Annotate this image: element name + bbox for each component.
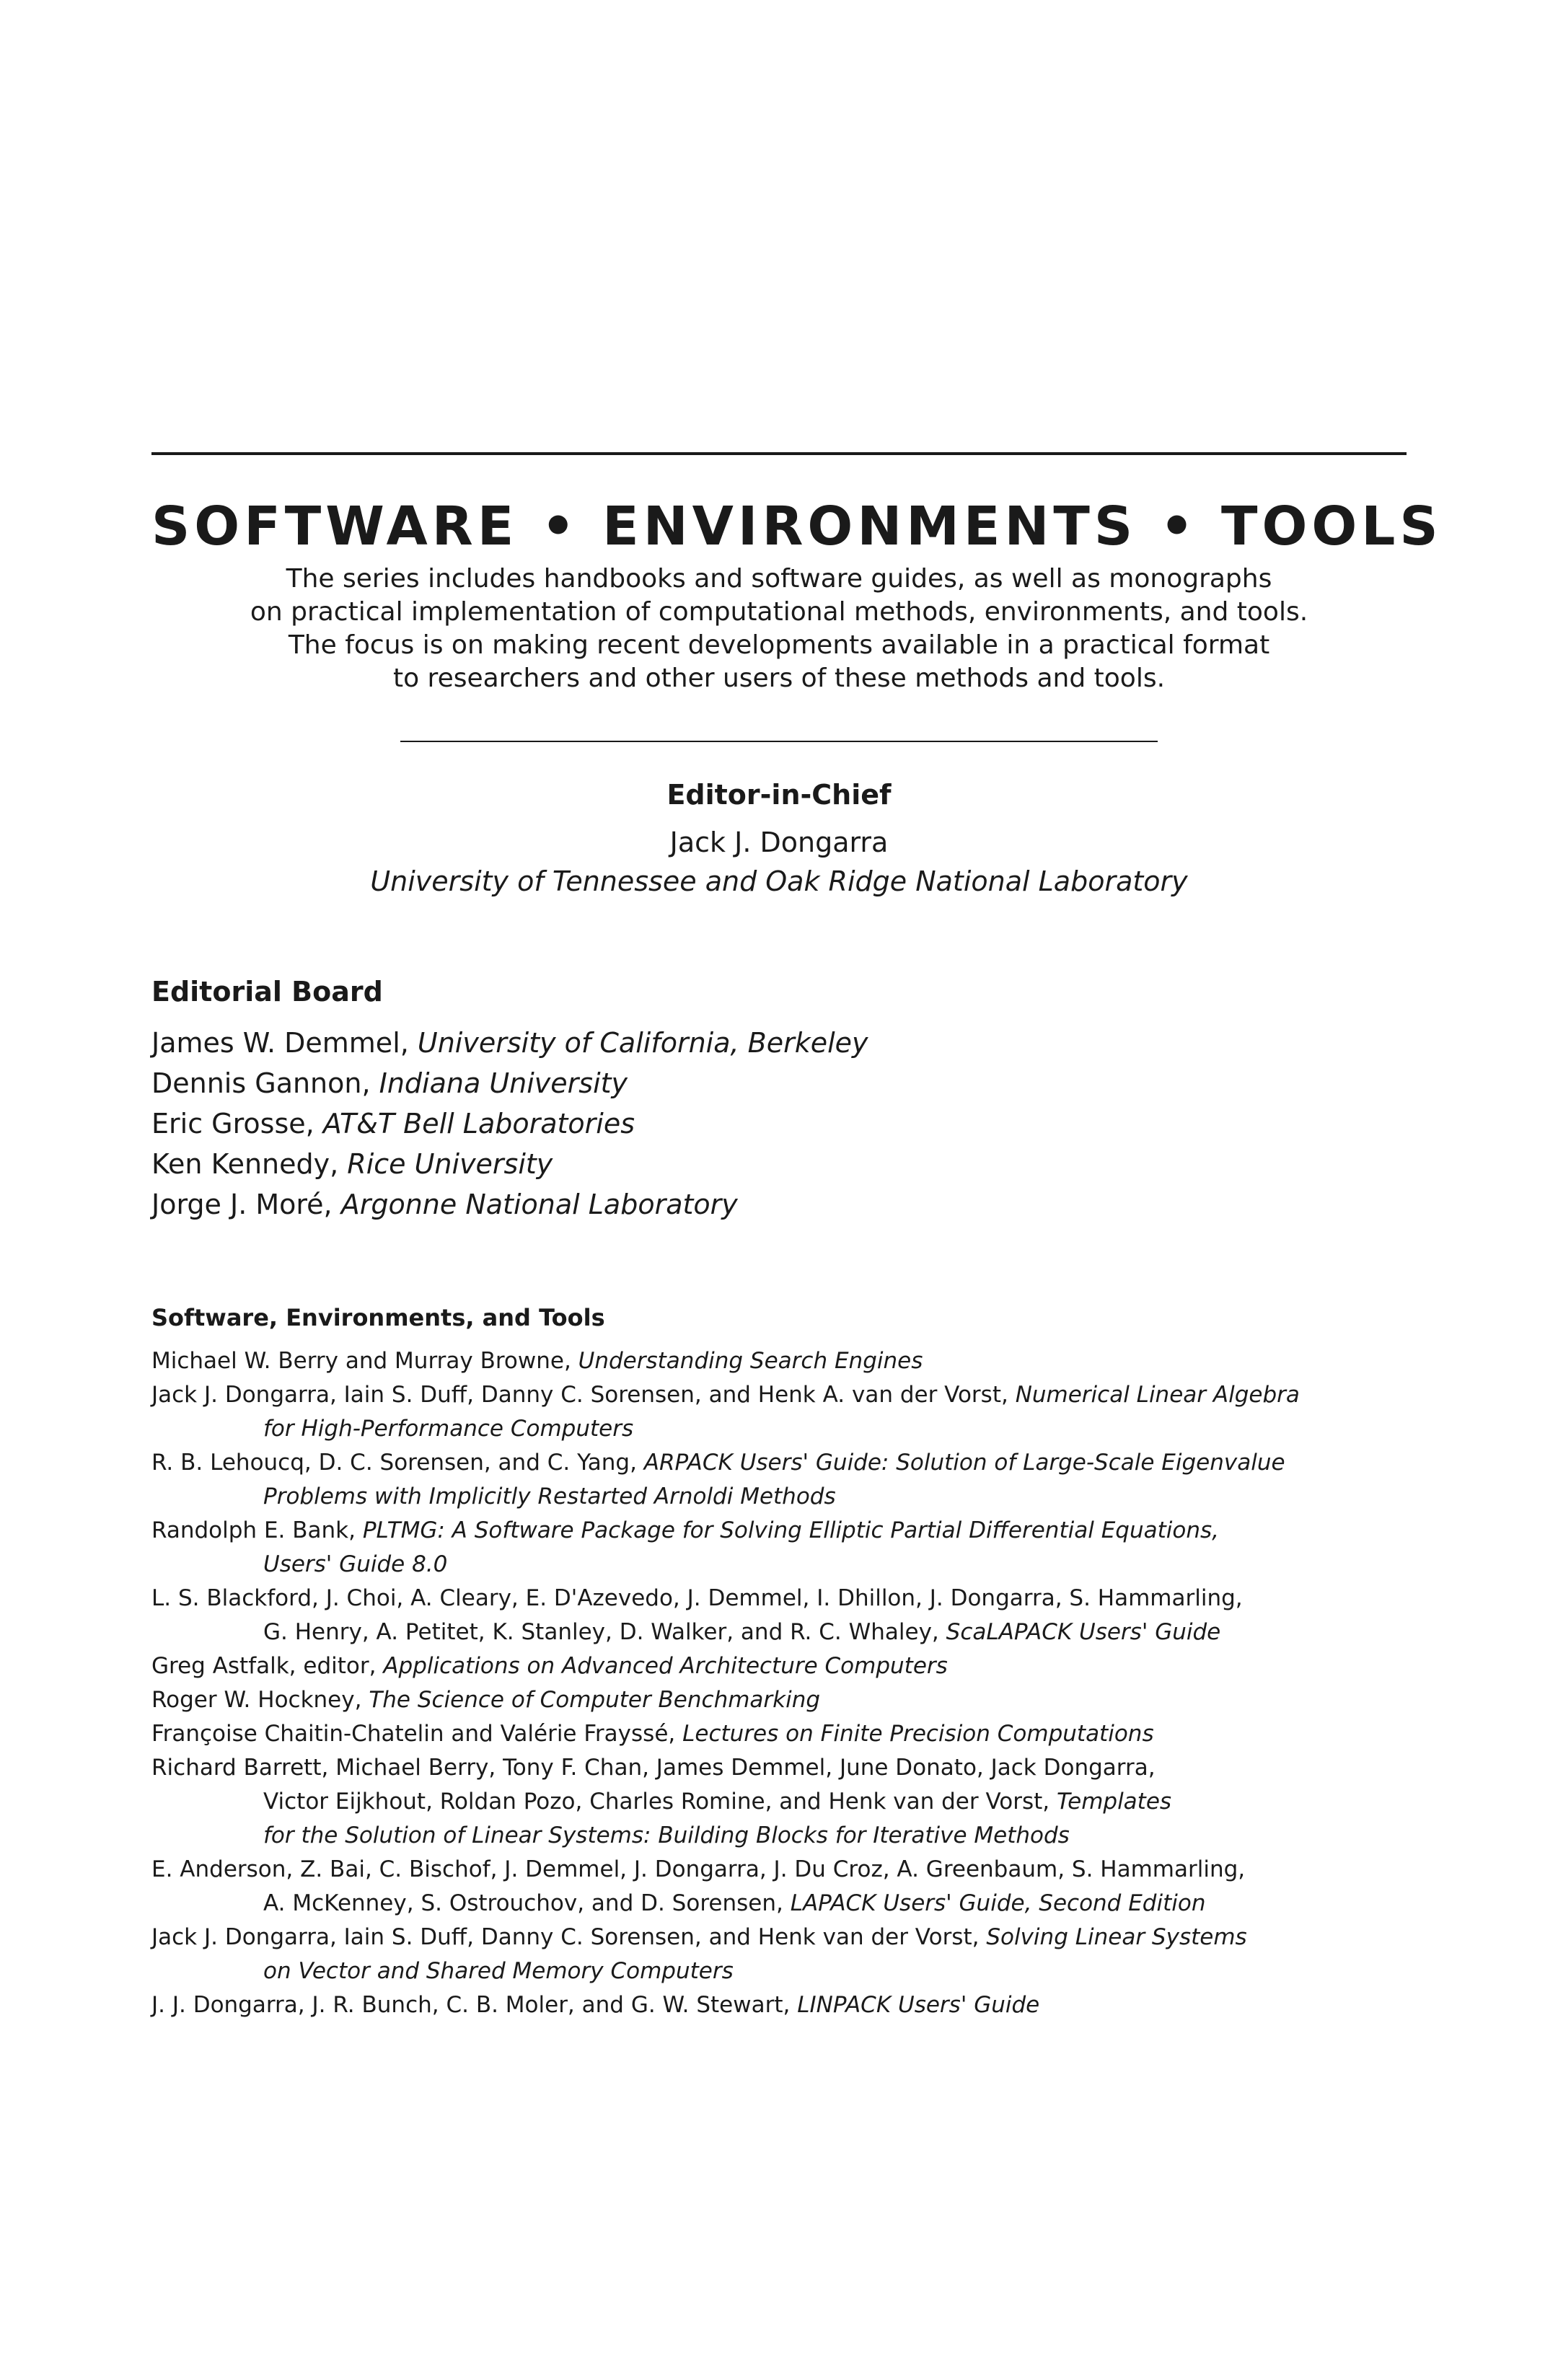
top-rule [151,452,1407,455]
book-entry [151,1649,1407,1683]
book-entry [151,1378,1407,1446]
book-authors-text: L. S. Blackford, J. Choi, A. Cleary, E. D'Azevedo, J. Demmel, I. Dhillon, J. Dongarra, S. Hammarling, [151,1585,1243,1611]
board-member-name: James W. Demmel, [151,1027,418,1059]
board-member [151,1184,868,1225]
book-authors-text: Randolph E. Bank, [151,1517,363,1543]
board-member-name: Eric Grosse, [151,1108,323,1140]
board-member-name: Dennis Gannon, [151,1067,379,1099]
board-member [151,1144,868,1184]
book-title-text: ARPACK Users' Guide: Solution of Large-Scale Eigenvalue [643,1450,1285,1476]
book-entry-line [151,1446,1407,1480]
book-title-text: for the Solution of Linear Systems: Building Blocks for Iterative Methods [263,1823,1070,1848]
book-entry [151,1446,1407,1514]
book-title-text: The Science of Computer Benchmarking [369,1687,821,1713]
book-entry [151,1683,1407,1717]
editor-in-chief-affiliation: University of Tennessee and Oak Ridge National Laboratory [370,865,1188,897]
book-authors-text: E. Anderson, Z. Bai, C. Bischof, J. Demmel, J. Dongarra, J. Du Croz, A. Greenbaum, S. Hammarling, [151,1856,1246,1882]
editorial-board-list [151,1023,868,1225]
book-title-text: LAPACK Users' Guide, Second Edition [790,1890,1206,1916]
books-list-title: Software, Environments, and Tools [151,1304,605,1331]
book-entry [151,1344,1407,1378]
book-entry [151,1921,1407,1988]
book-title-text: Solving Linear Systems [986,1924,1247,1950]
book-title-text: ScaLAPACK Users' Guide [946,1619,1221,1645]
book-title-text: on Vector and Shared Memory Computers [263,1958,734,1984]
book-entry [151,1582,1407,1649]
book-authors-text: Greg Astfalk, editor, [151,1653,384,1679]
series-description [188,563,1370,695]
editorial-board-title: Editorial Board [151,976,383,1008]
book-entry [151,1717,1407,1751]
board-member [151,1103,868,1144]
board-member-affiliation: University of California, Berkeley [417,1027,868,1059]
books-list [151,1344,1407,2022]
book-authors-text: Michael W. Berry and Murray Browne, [151,1348,578,1374]
book-authors-text: Jack J. Dongarra, Iain S. Duff, Danny C. Sorensen, and Henk A. van der Vorst, [151,1382,1016,1408]
book-entry-line [151,1649,1407,1683]
book-entry-line [151,1717,1407,1751]
book-entry [151,1751,1407,1853]
book-authors-text: G. Henry, A. Petitet, K. Stanley, D. Walker, and R. C. Whaley, [263,1619,946,1645]
book-entry-line [151,1988,1407,2022]
book-entry-line [151,1819,1407,1853]
book-entry-line [151,1853,1407,1887]
book-title-text: Problems with Implicitly Restarted Arnoldi Methods [263,1484,836,1509]
board-member-name: Jorge J. Moré, [151,1189,341,1220]
editor-in-chief-label: Editor-in-Chief [666,779,892,811]
board-member [151,1063,868,1103]
editor-in-chief-name: Jack J. Dongarra [669,827,889,858]
board-member-name: Ken Kennedy, [151,1148,348,1180]
book-authors-text: Richard Barrett, Michael Berry, Tony F. Chan, James Demmel, June Donato, Jack Dongarra, [151,1755,1156,1781]
series-title: SOFTWARE • ENVIRONMENTS • TOOLS [151,495,1443,557]
book-title-text: Lectures on Finite Precision Computations [682,1721,1154,1747]
middle-rule [400,741,1158,742]
book-entry-line [151,1582,1407,1616]
book-title-text: Users' Guide 8.0 [263,1551,448,1577]
book-entry-line [151,1751,1407,1785]
book-entry-line [151,1412,1407,1446]
book-authors-text: Victor Eijkhout, Roldan Pozo, Charles Romine, and Henk van der Vorst, [263,1789,1057,1815]
book-entry-line [151,1921,1407,1954]
book-title-text: Applications on Advanced Architecture Computers [383,1653,948,1679]
book-title-text: LINPACK Users' Guide [797,1992,1040,2018]
book-title-text: for High-Performance Computers [263,1416,634,1442]
book-entry-line [151,1616,1407,1649]
series-description-line: to researchers and other users of these methods and tools. [392,664,1166,693]
book-entry-line [151,1887,1407,1921]
book-authors-text: Jack J. Dongarra, Iain S. Duff, Danny C. Sorensen, and Henk van der Vorst, [151,1924,987,1950]
book-authors-text: R. B. Lehoucq, D. C. Sorensen, and C. Yang, [151,1450,644,1476]
series-description-line: The focus is on making recent developments available in a practical format [288,630,1270,660]
book-authors-text: Roger W. Hockney, [151,1687,369,1713]
series-description-line: The series includes handbooks and software guides, as well as monographs [286,564,1272,594]
book-entry-line [151,1785,1407,1819]
book-authors-text: Françoise Chaitin-Chatelin and Valérie Frayssé, [151,1721,683,1747]
board-member [151,1023,868,1063]
series-description-line: on practical implementation of computational methods, environments, and tools. [250,597,1308,627]
book-authors-text: A. McKenney, S. Ostrouchov, and D. Sorensen, [263,1890,791,1916]
book-entry-line [151,1954,1407,1988]
board-member-affiliation: Indiana University [379,1067,628,1099]
book-entry-line [151,1480,1407,1514]
board-member-affiliation: Rice University [347,1148,553,1180]
book-entry-line [151,1378,1407,1412]
book-entry [151,1514,1407,1582]
book-entry-line [151,1548,1407,1582]
book-title-text: Templates [1057,1789,1172,1815]
book-entry [151,1853,1407,1921]
book-title-text: Understanding Search Engines [578,1348,923,1374]
book-entry-line [151,1344,1407,1378]
book-entry-line [151,1514,1407,1548]
book-entry-line [151,1683,1407,1717]
book-entry [151,1988,1407,2022]
book-title-text: PLTMG: A Software Package for Solving Elliptic Partial Differential Equations, [362,1517,1219,1543]
book-title-text: Numerical Linear Algebra [1015,1382,1300,1408]
book-authors-text: J. J. Dongarra, J. R. Bunch, C. B. Moler, and G. W. Stewart, [151,1992,798,2018]
board-member-affiliation: AT&T Bell Laboratories [322,1108,635,1140]
board-member-affiliation: Argonne National Laboratory [340,1189,738,1220]
